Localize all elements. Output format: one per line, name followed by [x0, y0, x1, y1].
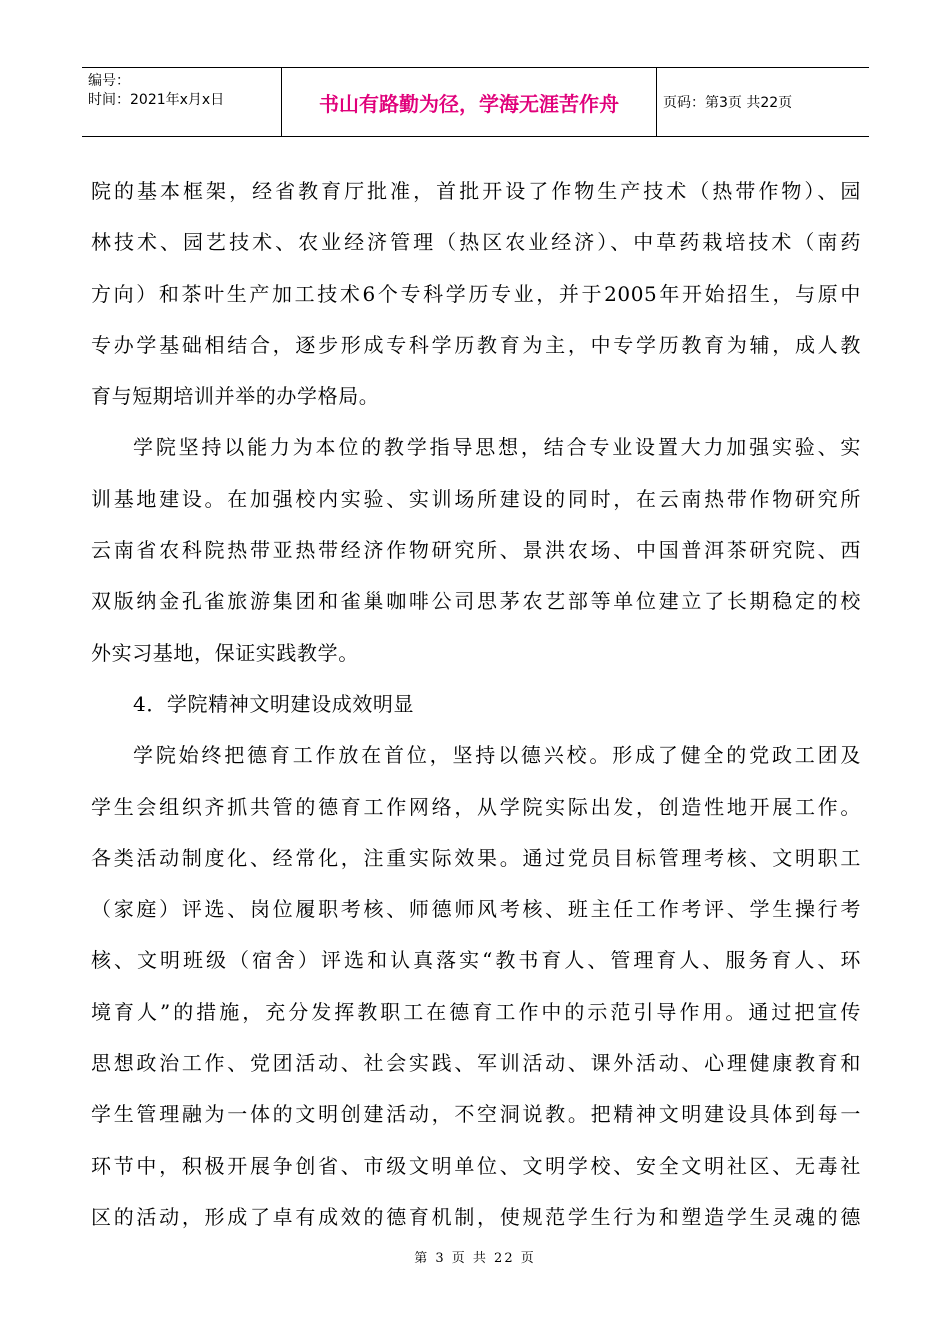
body-line: 环节中，积极开展争创省、市级文明单位、文明学校、安全文明社区、无毒社	[91, 1153, 861, 1178]
document-body	[91, 166, 861, 1243]
page-footer: 第 3 页 共 22 页	[414, 1251, 536, 1266]
body-line: 双版纳金孔雀旅游集团和雀巢咖啡公司思茅农艺部等单位建立了长期稳定的校	[91, 589, 861, 614]
section-heading: 4．学院精神文明建设成效明显	[133, 691, 415, 716]
header-page-code: 页码：第3页 共22页	[663, 95, 793, 111]
body-line: 学生管理融为一体的文明创建活动，不空洞说教。把精神文明建设具体到每一	[91, 1102, 861, 1127]
body-line: 区的活动，形成了卓有成效的德育机制，使规范学生行为和塑造学生灵魂的德	[91, 1204, 861, 1229]
body-line: 外实习基地，保证实践教学。	[91, 640, 359, 665]
body-line: 境育人”的措施，充分发挥教职工在德育工作中的示范引导作用。通过把宣传	[91, 999, 861, 1024]
time-label: 时间：2021年x月x日	[88, 92, 225, 108]
body-line: 育与短期培训并举的办学格局。	[91, 384, 380, 409]
serial-label: 编号：	[88, 73, 130, 89]
header-motto: 书山有路勤为径，学海无涯苦作舟	[282, 68, 657, 136]
body-line: 云南省农科院热带亚热带经济作物研究所、景洪农场、中国普洱茶研究院、西	[91, 538, 861, 563]
body-line: 方向）和茶叶生产加工技术6个专科学历专业，并于2005年开始招生，与原中	[91, 281, 861, 306]
body-line: 院的基本框架，经省教育厅批准，首批开设了作物生产技术（热带作物）、园	[91, 179, 861, 203]
body-line: 学生会组织齐抓共管的德育工作网络，从学院实际出发，创造性地开展工作。	[91, 794, 861, 819]
body-line: 专办学基础相结合，逐步形成专科学历教育为主，中专学历教育为辅，成人教	[91, 332, 861, 357]
header-meta	[82, 68, 282, 136]
paragraph-start-line: 学院始终把德育工作放在首位，坚持以德兴校。形成了健全的党政工团及	[133, 743, 861, 768]
body-line: 核、文明班级（宿舍）评选和认真落实“教书育人、管理育人、服务育人、环	[91, 948, 861, 973]
paragraph-start-line: 学院坚持以能力为本位的教学指导思想，结合专业设置大力加强实验、实	[133, 435, 861, 460]
document-header	[82, 67, 869, 137]
body-line: 训基地建设。在加强校内实验、实训场所建设的同时，在云南热带作物研究所	[91, 486, 861, 511]
body-line: 思想政治工作、党团活动、社会实践、军训活动、课外活动、心理健康教育和	[91, 1051, 861, 1076]
body-line: （家庭）评选、岗位履职考核、师德师风考核、班主任工作考评、学生操行考	[91, 897, 861, 922]
body-line: 林技术、园艺技术、农业经济管理（热区农业经济）、中草药栽培技术（南药	[91, 230, 861, 255]
body-line: 各类活动制度化、经常化，注重实际效果。通过党员目标管理考核、文明职工	[91, 845, 861, 870]
